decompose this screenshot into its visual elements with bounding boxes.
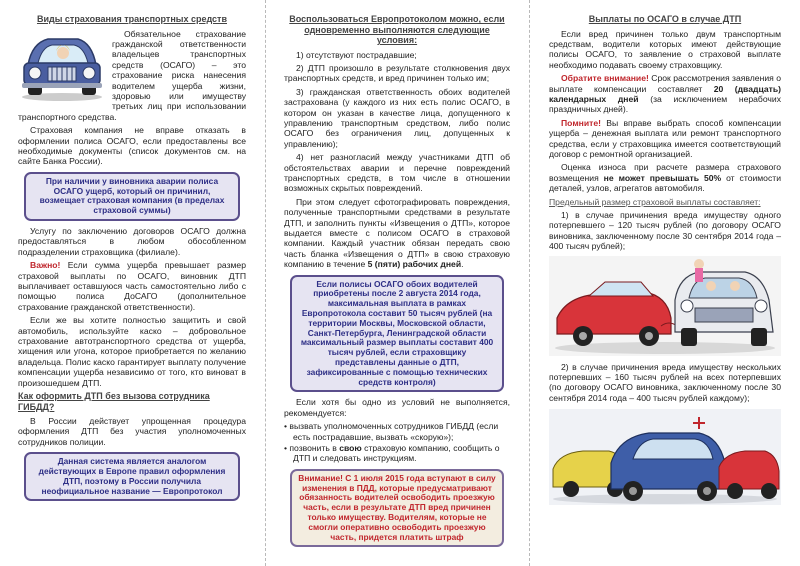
column-payments [549,14,781,558]
important-label: Важно! [30,260,61,271]
emphasis-text: свою [339,443,362,454]
paragraph-text: Срок рассмотрения заявления о выплате компенсации составляет [549,73,781,94]
paragraph [18,260,246,312]
info-box: Если полисы ОСАГО обоих водителей приобретены после 2 августа 2014 года, максимальная выплата в рамках Европротокола составит 50 тысяч рублей (на территории Москвы, Московской области, Санкт-Петербурга, Ленинградской области максимальный размер выплаты составит 400 тысяч рублей, если страховщику представлены данные о ДТП, зафиксированные с помощью технических средств контроля) [290,275,504,393]
paragraph [549,118,781,160]
condition-item: 4) нет разногласий между участниками ДТП об обстоятельствах аварии и перечне повреждений транспортных средств, в том числе в отношении возможных скрытых повреждений. [284,152,510,194]
paragraph-text: При этом следует сфотографировать повреждения, полученные транспортными средствами в результате ДТП, и заполнить пункты «Извещения о ДТП», которое выдается вместе с полисом ОСАГО в страховой компании. Каждый участник обязан передать свою часть бланка «Извещения о ДТП» в свою страховую компанию в течение [284,196,510,270]
limit-text: не может превышать 50% [603,172,722,183]
car-accident-illustration [549,256,781,356]
condition-item: 1) отсутствуют пострадавшие; [296,49,417,60]
column-divider [529,0,530,566]
paragraph-text: (за исключением нерабочих праздничных дней). [549,93,781,115]
deadline-text: 20 (двадцать) календарных дней [549,83,781,104]
paragraph-text: Вы вправе выбрать способ компенсации ущерба – денежная выплата или ремонт транспортного средства, если у страховщика имеется соответствующий договор с ремонтной организацией. [549,117,781,159]
column-divider [265,0,266,566]
condition-item: 2) ДТП произошло в результате столкновения двух транспортных средств, и вред причинен только им; [284,62,510,84]
paragraph: Страховая компания не вправе отказать в оформлении полиса ОСАГО, если предоставлены все необходимые документы (список документов см. на сайте Банка России). [18,125,246,167]
paragraph-text: Если сумма ущерба превышает размер страховой выплаты по ОСАГО, виновник ДТП выплачивает оставшуюся часть самостоятельно либо с помощью полиса ДоСАГО (дополнительное страхование гражданской ответственности). [18,260,246,312]
paragraph-text: от стоимости деталей, узлов, агрегатов автомобиля. [549,172,781,194]
list-item-text: страховую компанию, сообщить о ДТП и следовать инструкциям. [293,443,500,464]
column-insurance-types [18,14,246,558]
section-subtitle: Как оформить ДТП без вызова сотрудника ГИБДД? [18,391,210,412]
limit-item: 1) в случае причинения вреда имуществу одного потерпевшего – 120 тысяч рублей (по договору ОСАГО виновника, заключенному после 30 сентября 2014 года – 400 тысяч рублей); [549,210,781,252]
section-subtitle: Предельный размер страховой выплаты составляет: [549,196,761,207]
paragraph: Если же вы хотите полностью защитить и свой автомобиль, используйте каско – добровольное страхование автотранспортного средства от ущерба, хищения или угона, которое приобретается по желанию владельца. Полис каско гарантирует выплату получение компенсации ущерба независимо от того, кто виноват в произошедшем ДТП. [18,315,246,388]
attention-label: Обратите внимание! [561,73,649,84]
column-europrotocol [284,14,510,558]
multi-car-crash-illustration [549,409,781,505]
limit-item: 2) в случае причинения вреда имуществу нескольких потерпевших – 160 тысяч рублей на всех потерпевших (по договору ОСАГО виновника, заключенному после 30 сентября 2014 года – 400 тысяч рублей каждому); [549,361,781,403]
paragraph: В России действует упрощенная процедура оформления ДТП без участия уполномоченных сотрудников полиции. [18,416,246,447]
section-title: Воспользоваться Европротоколом можно, если одновременно выполняются следующие условия: [289,14,505,45]
paragraph [549,73,781,115]
paragraph: При этом следует сфотографировать повреждения, полученные транспортными средствами в результате ДТП, и заполнить пункты «Извещения о ДТП», которое выдается вместе с полисом ОСАГО в страховой компании. Каждый участник обязан передать свою часть бланка «Извещения о ДТП» в свою страховую компанию в течение 5 (пяти) рабочих дней. [284,196,510,270]
info-box: Данная система является аналогом действующих в Европе правил оформления ДТП, поэтому в России получила неофициальное название — Европротокол [24,452,240,501]
warning-box: Внимание! С 1 июля 2015 года вступают в силу изменения в ПДД, которые предусматривают обязанность водителей освободить проезжую часть, если в результате ДТП вред причинен только имуществу. Водителям, которые не смогли оперативно освободить проезжую часть, придется платить штраф [290,469,504,548]
list-item [284,443,510,464]
suv-illustration [18,29,106,103]
intro-paragraph: Обязательное страхование гражданской ответственности владельцев транспортных средств (ОСАГО) – это страхование риска нанесения водителем ущерба жизни, здоровью или имуществу третьих лиц при использовании транспортного средства. [18,28,246,122]
info-box: При наличии у виновника аварии полиса ОСАГО ущерб, который он причинил, возмещает страховая компания (в пределах страховой суммы) [24,172,240,221]
paragraph: Если хотя бы одно из условий не выполняется, рекомендуется: [284,397,510,418]
list-item-text: • позвонить в [284,443,340,454]
paragraph [549,162,781,193]
paragraph: Услугу по заключению договоров ОСАГО должна предоставляться в любом обособленном подразделении страховщика (филиале). [18,225,246,257]
paragraph: Если вред причинен только двум транспортным средствам, водители которых имеют действующие полисы ОСАГО, то заявление о страховой выплате необходимо подавать своему страховщику. [549,28,781,70]
section-title: Выплаты по ОСАГО в случае ДТП [588,14,742,24]
condition-item: 3) гражданская ответственность обоих водителей застрахована (у каждого из них есть полис ОСАГО, в котором он указан в качестве лица, допущенного к управлению транспортным средством, либо полис ОСАГО без ограничения лиц, допущенных к управлению); [284,86,510,149]
remember-label: Помните! [561,117,601,128]
paragraph-text: Оценка износа при расчете размера страхового возмещения [549,162,781,183]
list-item: • вызвать уполномоченных сотрудников ГИБДД (если есть пострадавшие, вызвать «скорую»); [284,421,499,442]
section-title: Виды страхования транспортных средств [36,14,227,24]
deadline-text: 5 (пяти) рабочих дней [367,259,462,270]
